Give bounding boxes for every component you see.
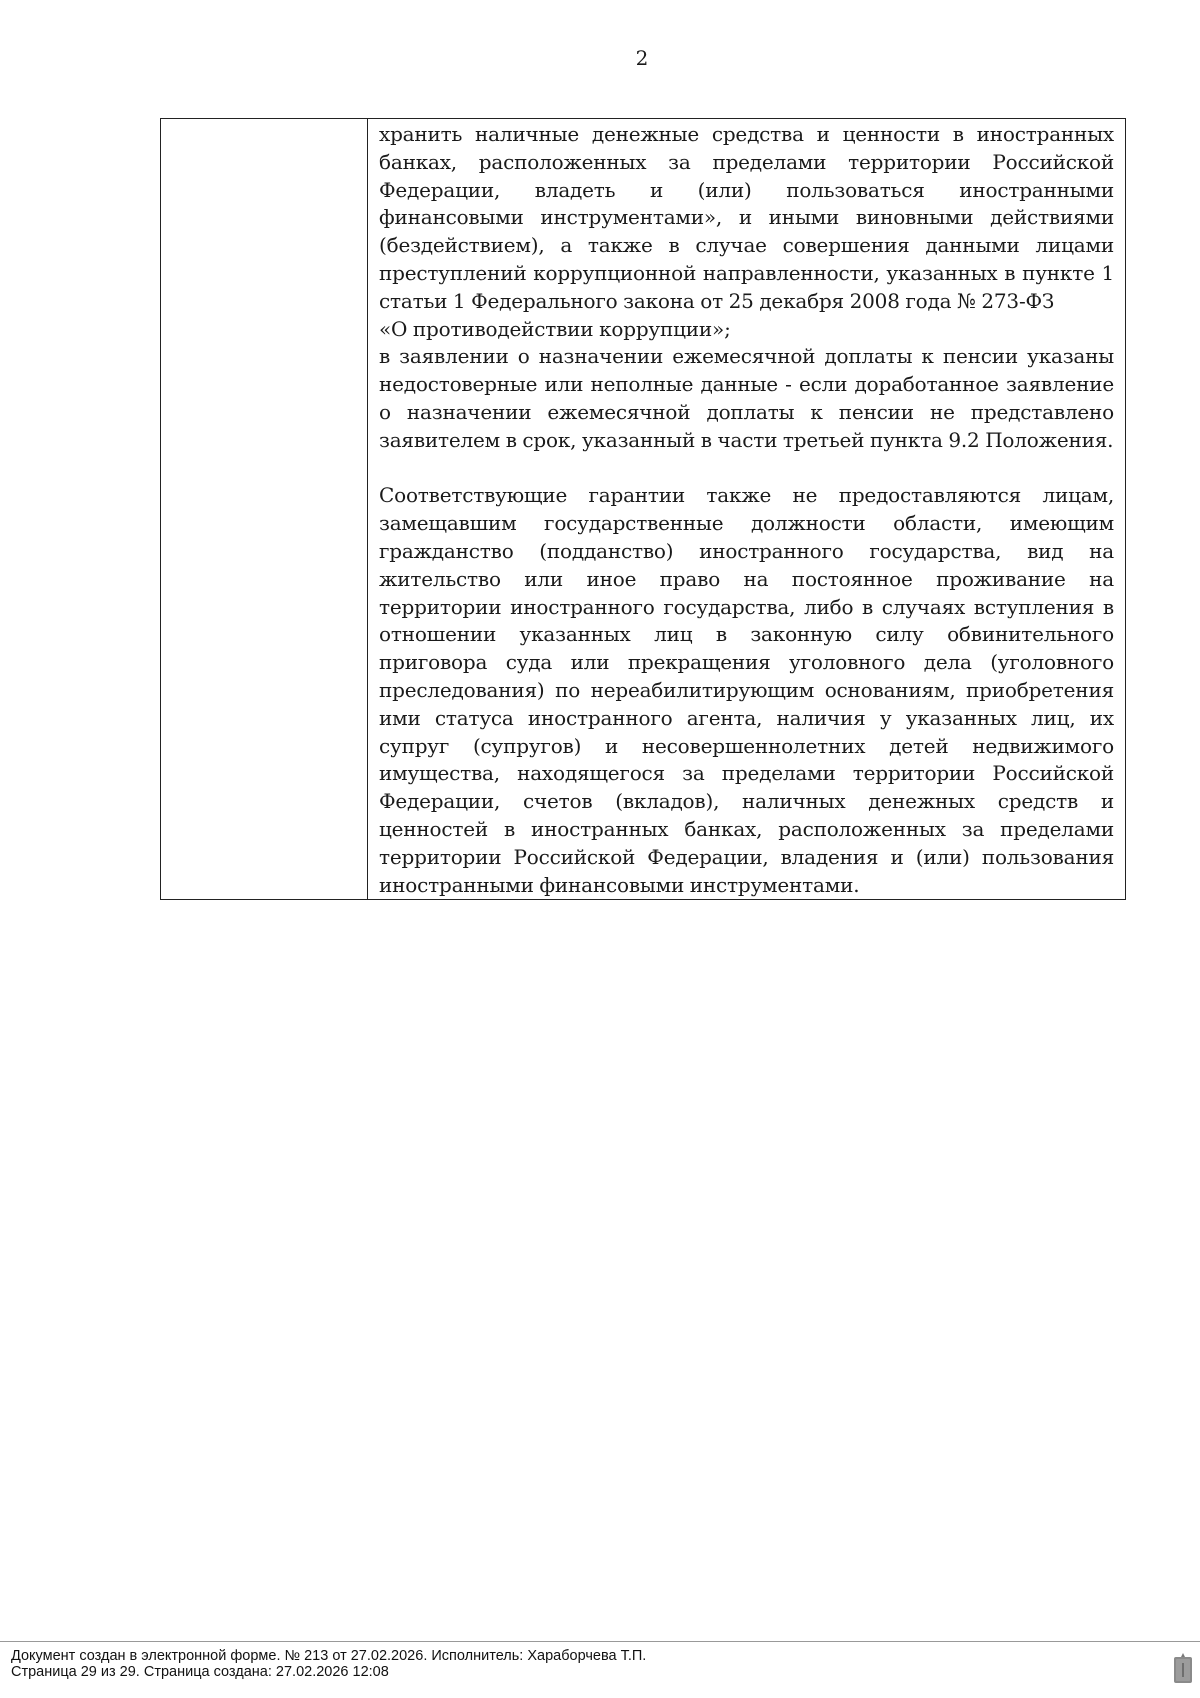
coat-of-arms-icon	[1172, 1651, 1194, 1685]
paragraph-1: хранить наличные денежные средства и ценности в иностранных банках, расположенных за пределами территории Российской Федерации, владеть и (или) пользоваться иностранными финансовыми инструментами», и иными виновными действиями (бездействием), а также в случае совершения данными лицами преступлений коррупционной направленности, указанных в пункте 1 статьи 1 Федерального закона от 25 декабря 2008 года № 273-ФЗ	[379, 122, 1114, 313]
paragraph-2: в заявлении о назначении ежемесячной доплаты к пенсии указаны недостоверные или неполные данные - если доработанное заявление о назначении ежемесячной доплаты к пенсии не представлено заявителем в срок, указанный в части третьей пункта 9.2 Положения.	[379, 344, 1114, 452]
paragraph-spacer	[379, 455, 1114, 483]
content-table	[160, 118, 1126, 900]
paragraph-3: Соответствующие гарантии также не предоставляются лицам, замещавшим государственные должности области, имеющим гражданство (подданство) иностранного государства, вид на жительство или иное право на постоянное проживание на территории иностранного государства, либо в случаях вступления в отношении указанных лиц в законную силу обвинительного приговора суда или прекращения уголовного дела (уголовного преследования) по нереабилитирующим основаниям, приобретения ими статуса иностранного агента, наличия у указанных лиц, их супруг (супругов) и несовершеннолетних детей недвижимого имущества, находящегося за пределами территории Российской Федерации, счетов (вкладов), наличных денежных средств и ценностей в иностранных банках, расположенных за пределами территории Российской Федерации, владения и (или) пользования иностранными финансовыми инструментами.	[379, 483, 1114, 897]
table-cell-left	[161, 119, 368, 899]
footer-line-2: Страница 29 из 29. Страница создана: 27.02.2026 12:08	[11, 1664, 389, 1680]
footer-line-1: Документ создан в электронной форме. № 213 от 27.02.2026. Исполнитель: Хараборчева Т.П.	[11, 1648, 647, 1664]
document-footer	[11, 1648, 646, 1680]
paragraph-1-tail: «О противодействии коррупции»;	[379, 316, 731, 341]
table-cell-right	[368, 119, 1125, 899]
page-number: 2	[635, 46, 649, 70]
footer-divider	[0, 1641, 1200, 1642]
